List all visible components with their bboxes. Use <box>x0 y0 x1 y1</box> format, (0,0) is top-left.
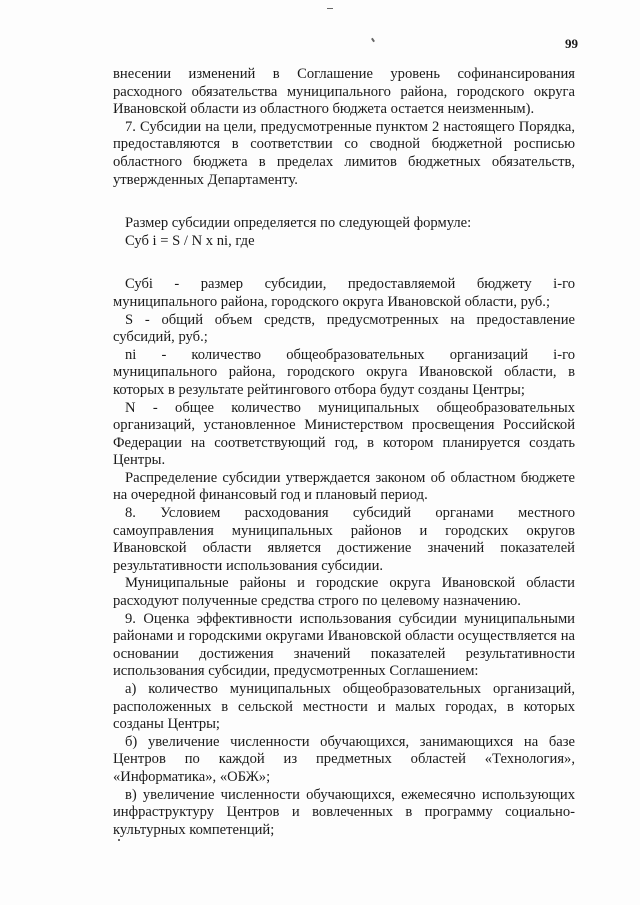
paragraph-intro: внесении изменений в Соглашение уровень софинансирования расходного обязательства муниципального района, городского округа Ивановской области из областного бюджета остается неизменным). <box>113 66 575 118</box>
page-number: 99 <box>565 36 578 51</box>
definition-ni: ni - количество общеобразовательных организаций i-го муниципального района, городского округа Ивановской области, в которых в результате рейтингового отбора будут созданы Центры; <box>113 346 575 398</box>
paragraph-7: 7. Субсидии на цели, предусмотренные пунктом 2 настоящего Порядка, предоставляются в соответствии со сводной бюджетной росписью областного бюджета в пределах лимитов бюджетных обязательств, утвержденных Департаменту. <box>113 118 575 188</box>
paragraph-9b: б) увеличение численности обучающихся, занимающихся на базе Центров по каждой из предметных областей «Технология», «Информатика», «ОБЖ»; <box>113 733 575 785</box>
definition-s: S - общий объем средств, предусмотренных на предоставление субсидий, руб.; <box>113 311 575 346</box>
definition-n: N - общее количество муниципальных общеобразовательных организаций, установленное Министерством просвещения Российской Федерации на соответствующий год, в котором планируется создать Центры. <box>113 399 575 469</box>
document-body <box>113 66 575 839</box>
formula: Суб i = S / N x ni, где <box>125 232 255 249</box>
paragraph-8: 8. Условием расходования субсидий органами местного самоуправления муниципальных районов и городских округов Ивановской области является достижение значений показателей результативности использования субсидии. <box>113 505 575 574</box>
paragraph-8-use: Муниципальные районы и городские округа Ивановской области расходуют полученные средства строго по целевому назначению. <box>113 575 575 610</box>
formula-block <box>113 215 575 250</box>
definition-sub-i: Субi - размер субсидии, предоставляемой бюджету i-го муниципального района, городского округа Ивановской области, руб.; <box>113 276 575 310</box>
paragraph-9a: а) количество муниципальных общеобразовательных организаций, расположенных в сельской местности и малых городах, в которых созданы Центры; <box>113 681 575 733</box>
scan-speck <box>371 38 375 42</box>
paragraph-9: 9. Оценка эффективности использования субсидии муниципальными районами и городскими округами Ивановской области осуществляется на основании достижения значений показателей результативности использования субсидии, предусмотренных Соглашением: <box>113 610 575 680</box>
paragraph-distribution: Распределение субсидии утверждается законом об областном бюджете на очередной финансовый год и плановый период. <box>113 469 575 504</box>
scan-speck <box>327 8 333 9</box>
formula-intro: Размер субсидии определяется по следующей формуле: <box>125 215 472 232</box>
paragraph-9c: в) увеличение численности обучающихся, ежемесячно использующих инфраструктуру Центров и вовлеченных в программу социально-культурных компетенций; <box>113 786 575 838</box>
